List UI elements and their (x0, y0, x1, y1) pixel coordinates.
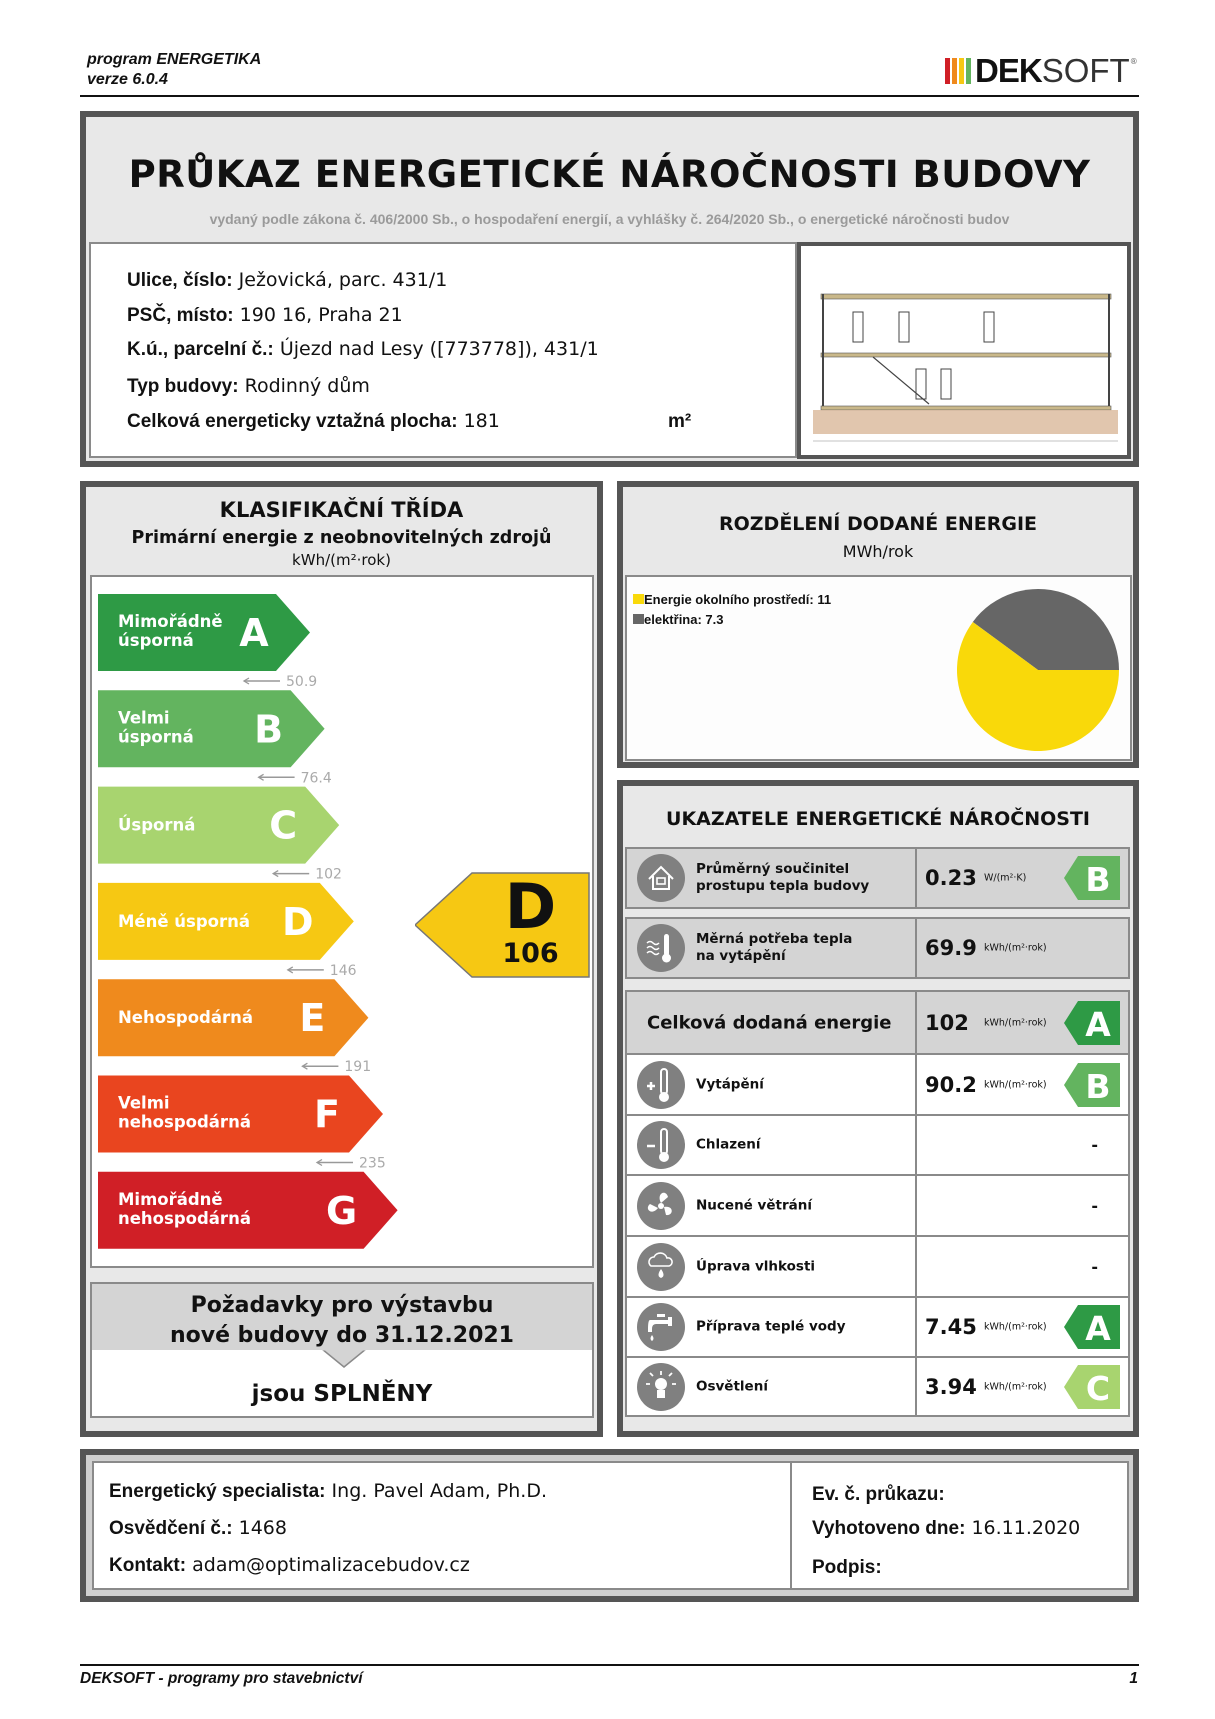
class-letter: D (282, 899, 314, 944)
thermometer-plus-icon (636, 1060, 686, 1110)
requirements-line2: nové budovy do 31.12.2021 (169, 1323, 514, 1348)
specialist-divider (790, 1462, 792, 1589)
indicator-unit: kWh/(m²·rok) (984, 942, 1047, 954)
area-unit: m² (668, 411, 692, 432)
threshold-arrow-icon (302, 1063, 338, 1069)
requirements-result: jsou SPLNĚNY (251, 1381, 433, 1407)
requirements-box (90, 1282, 594, 1352)
class-name: Méně úsporná (118, 911, 251, 931)
ev-number-line: Ev. č. průkazu: (812, 1484, 945, 1505)
indicator-label: Měrná potřeba tepla na vytápění (696, 931, 853, 964)
footer-rule (80, 1664, 1139, 1666)
class-bar-e (98, 979, 371, 1075)
indicator-value: 90.2 (925, 1072, 977, 1097)
requirements-line1: Požadavky pro výstavbu (190, 1293, 494, 1318)
contact-email: adam@optimalizacebudov.cz (192, 1554, 470, 1576)
classification-title: KLASIFIKAČNÍ TŘÍDA (219, 498, 464, 522)
class-name-2: úsporná (118, 727, 194, 747)
threshold-arrow-icon (288, 967, 324, 973)
indicator-row (625, 847, 1130, 909)
indicator-unit: W/(m²·K) (984, 872, 1027, 884)
threshold-label: 146 (329, 962, 357, 979)
svg-text:B: B (1085, 1066, 1111, 1106)
result-class: D (504, 870, 557, 943)
class-name: Mimořádně (118, 1189, 223, 1209)
indicator-row (625, 1174, 1130, 1237)
heat-thermometer-icon (636, 923, 686, 973)
class-letter: G (325, 1188, 358, 1233)
faucet-icon (636, 1302, 686, 1352)
psc-line: PSČ, místo: 190 16, Praha 21 (127, 304, 403, 326)
distribution-unit: MWh/rok (842, 542, 914, 561)
threshold-arrow-icon (317, 1160, 353, 1166)
deksoft-logo: DEK SOFT ® (945, 55, 1138, 87)
indicator-value: 102 (925, 1010, 969, 1035)
threshold-arrow-icon (259, 774, 295, 780)
class-letter: C (269, 803, 298, 848)
indicator-row (625, 1235, 1130, 1298)
result-value: 106 (502, 938, 559, 969)
threshold-label: 102 (315, 866, 342, 883)
distribution-title: ROZDĚLENÍ DODANÉ ENERGIE (718, 513, 1037, 535)
threshold-arrow-icon (244, 678, 280, 684)
indicator-label: Nucené větrání (696, 1197, 812, 1213)
cloud-drop-icon (636, 1242, 686, 1292)
specialist-name-line: Energetický specialista: Ing. Pavel Adam, Ph.D. (109, 1480, 547, 1502)
class-bar-c (98, 787, 342, 883)
threshold-label: 76.4 (300, 770, 332, 787)
page-subtitle: vydaný podle zákona č. 406/2000 Sb., o hospodaření energií, a vyhlášky č. 264/2020 Sb., o energetické náročnosti budov (209, 211, 1010, 227)
threshold-label: 191 (344, 1059, 372, 1076)
indicator-value: 0.23 (925, 866, 977, 890)
indicator-label: Průměrný součinitel prostupu tepla budovy (696, 861, 870, 894)
indicator-label: Příprava teplé vody (696, 1318, 846, 1335)
class-bar-b (98, 690, 332, 786)
class-badge-b (1064, 856, 1120, 900)
certificate-line: Osvědčení č.: 1468 (109, 1517, 287, 1539)
class-bar-a (98, 594, 317, 690)
requirements-result-box (90, 1350, 594, 1418)
fan-icon (636, 1181, 686, 1231)
threshold-label: 235 (359, 1155, 386, 1172)
class-bar-g (98, 1172, 398, 1249)
date-line: Vyhotoveno dne: 16.11.2020 (812, 1517, 1081, 1539)
class-bar-d (98, 883, 357, 979)
indicator-value: 3.94 (925, 1374, 977, 1399)
svg-text:C: C (1085, 1368, 1111, 1408)
class-name-2: úsporná (118, 631, 194, 650)
ku-line: K.ú., parcelní č.: Újezd nad Lesy ([773778]), 431/1 (127, 338, 599, 360)
class-letter: E (299, 996, 326, 1041)
class-badge-b (1064, 1063, 1120, 1107)
indicator-row (625, 1296, 1130, 1358)
indicator-row (625, 917, 1130, 979)
indicator-unit: kWh/(m²·rok) (984, 1079, 1047, 1090)
area-line: Celková energeticky vztažná plocha: 181 (127, 410, 500, 432)
class-bar-f (98, 1076, 386, 1172)
class-letter: F (314, 1092, 340, 1137)
classification-subtitle: Primární energie z neobnovitelných zdrojů (131, 528, 552, 548)
indicator-unit: kWh/(m²·rok) (984, 1017, 1047, 1028)
thermometer-minus-icon (636, 1120, 686, 1170)
classification-unit: kWh/(m²·rok) (292, 551, 391, 569)
class-name: Velmi (118, 1093, 170, 1113)
lightbulb-icon (636, 1362, 686, 1412)
indicator-label: Chlazení (696, 1136, 761, 1153)
class-name-2: nehospodárná (118, 1208, 251, 1228)
svg-text:B: B (1085, 860, 1111, 899)
building-type-line: Typ budovy: Rodinný dům (127, 375, 370, 397)
class-name: Velmi (118, 708, 170, 728)
indicator-unit: kWh/(m²·rok) (984, 1321, 1047, 1333)
page-title: PRŮKAZ ENERGETICKÉ NÁROČNOSTI BUDOVY (128, 153, 1091, 196)
svg-text:A: A (1085, 1309, 1111, 1348)
indicator-label: Vytápění (696, 1076, 764, 1092)
class-badge-a (1064, 1001, 1120, 1045)
program-name: program ENERGETIKA (87, 51, 262, 68)
class-name: Mimořádně (118, 612, 223, 631)
class-name: Úsporná (118, 815, 196, 835)
indicator-value: - (1091, 1196, 1098, 1215)
indicator-label: Celková dodaná energie (647, 1012, 892, 1033)
class-letter: A (239, 611, 269, 655)
pie-chart (627, 577, 1132, 761)
indicators-title: UKAZATELE ENERGETICKÉ NÁROČNOSTI (666, 808, 1090, 830)
indicator-value: - (1091, 1257, 1098, 1276)
threshold-label: 50.9 (286, 674, 318, 690)
indicator-label: Osvětlení (696, 1378, 768, 1394)
indicator-label: Úprava vlhkosti (696, 1258, 816, 1274)
indicator-unit: kWh/(m²·rok) (984, 1381, 1047, 1392)
indicator-row (625, 990, 1130, 1055)
indicator-value: - (1091, 1135, 1098, 1155)
class-badge-c (1064, 1365, 1120, 1409)
distribution-chart (625, 575, 1132, 761)
program-version: verze 6.0.4 (87, 71, 168, 88)
indicator-row (625, 1356, 1130, 1417)
legend-item-electricity: elektřina: 7.3 (633, 610, 831, 630)
class-badge-a (1064, 1305, 1120, 1349)
class-name: Nehospodárná (118, 1008, 254, 1028)
signature-line: Podpis: (812, 1557, 882, 1578)
legend-item-ambient: Energie okolního prostředí: 11 (633, 590, 831, 610)
indicator-row (625, 1114, 1130, 1176)
contact-line: Kontakt: adam@optimalizacebudov.cz (109, 1554, 470, 1576)
footer-company: DEKSOFT - programy pro stavebnictví (80, 1670, 363, 1687)
indicator-value: 69.9 (925, 936, 977, 960)
indicator-value: 7.45 (925, 1315, 977, 1339)
threshold-arrow-icon (273, 871, 309, 877)
street-line: Ulice, číslo: Ježovická, parc. 431/1 (127, 269, 448, 291)
class-name-2: nehospodárná (118, 1112, 251, 1132)
house-icon (636, 853, 686, 903)
footer-page-number: 1 (1129, 1670, 1138, 1687)
result-indicator (415, 872, 590, 978)
indicator-row (625, 1053, 1130, 1116)
svg-text:A: A (1085, 1004, 1111, 1044)
class-letter: B (254, 707, 284, 752)
